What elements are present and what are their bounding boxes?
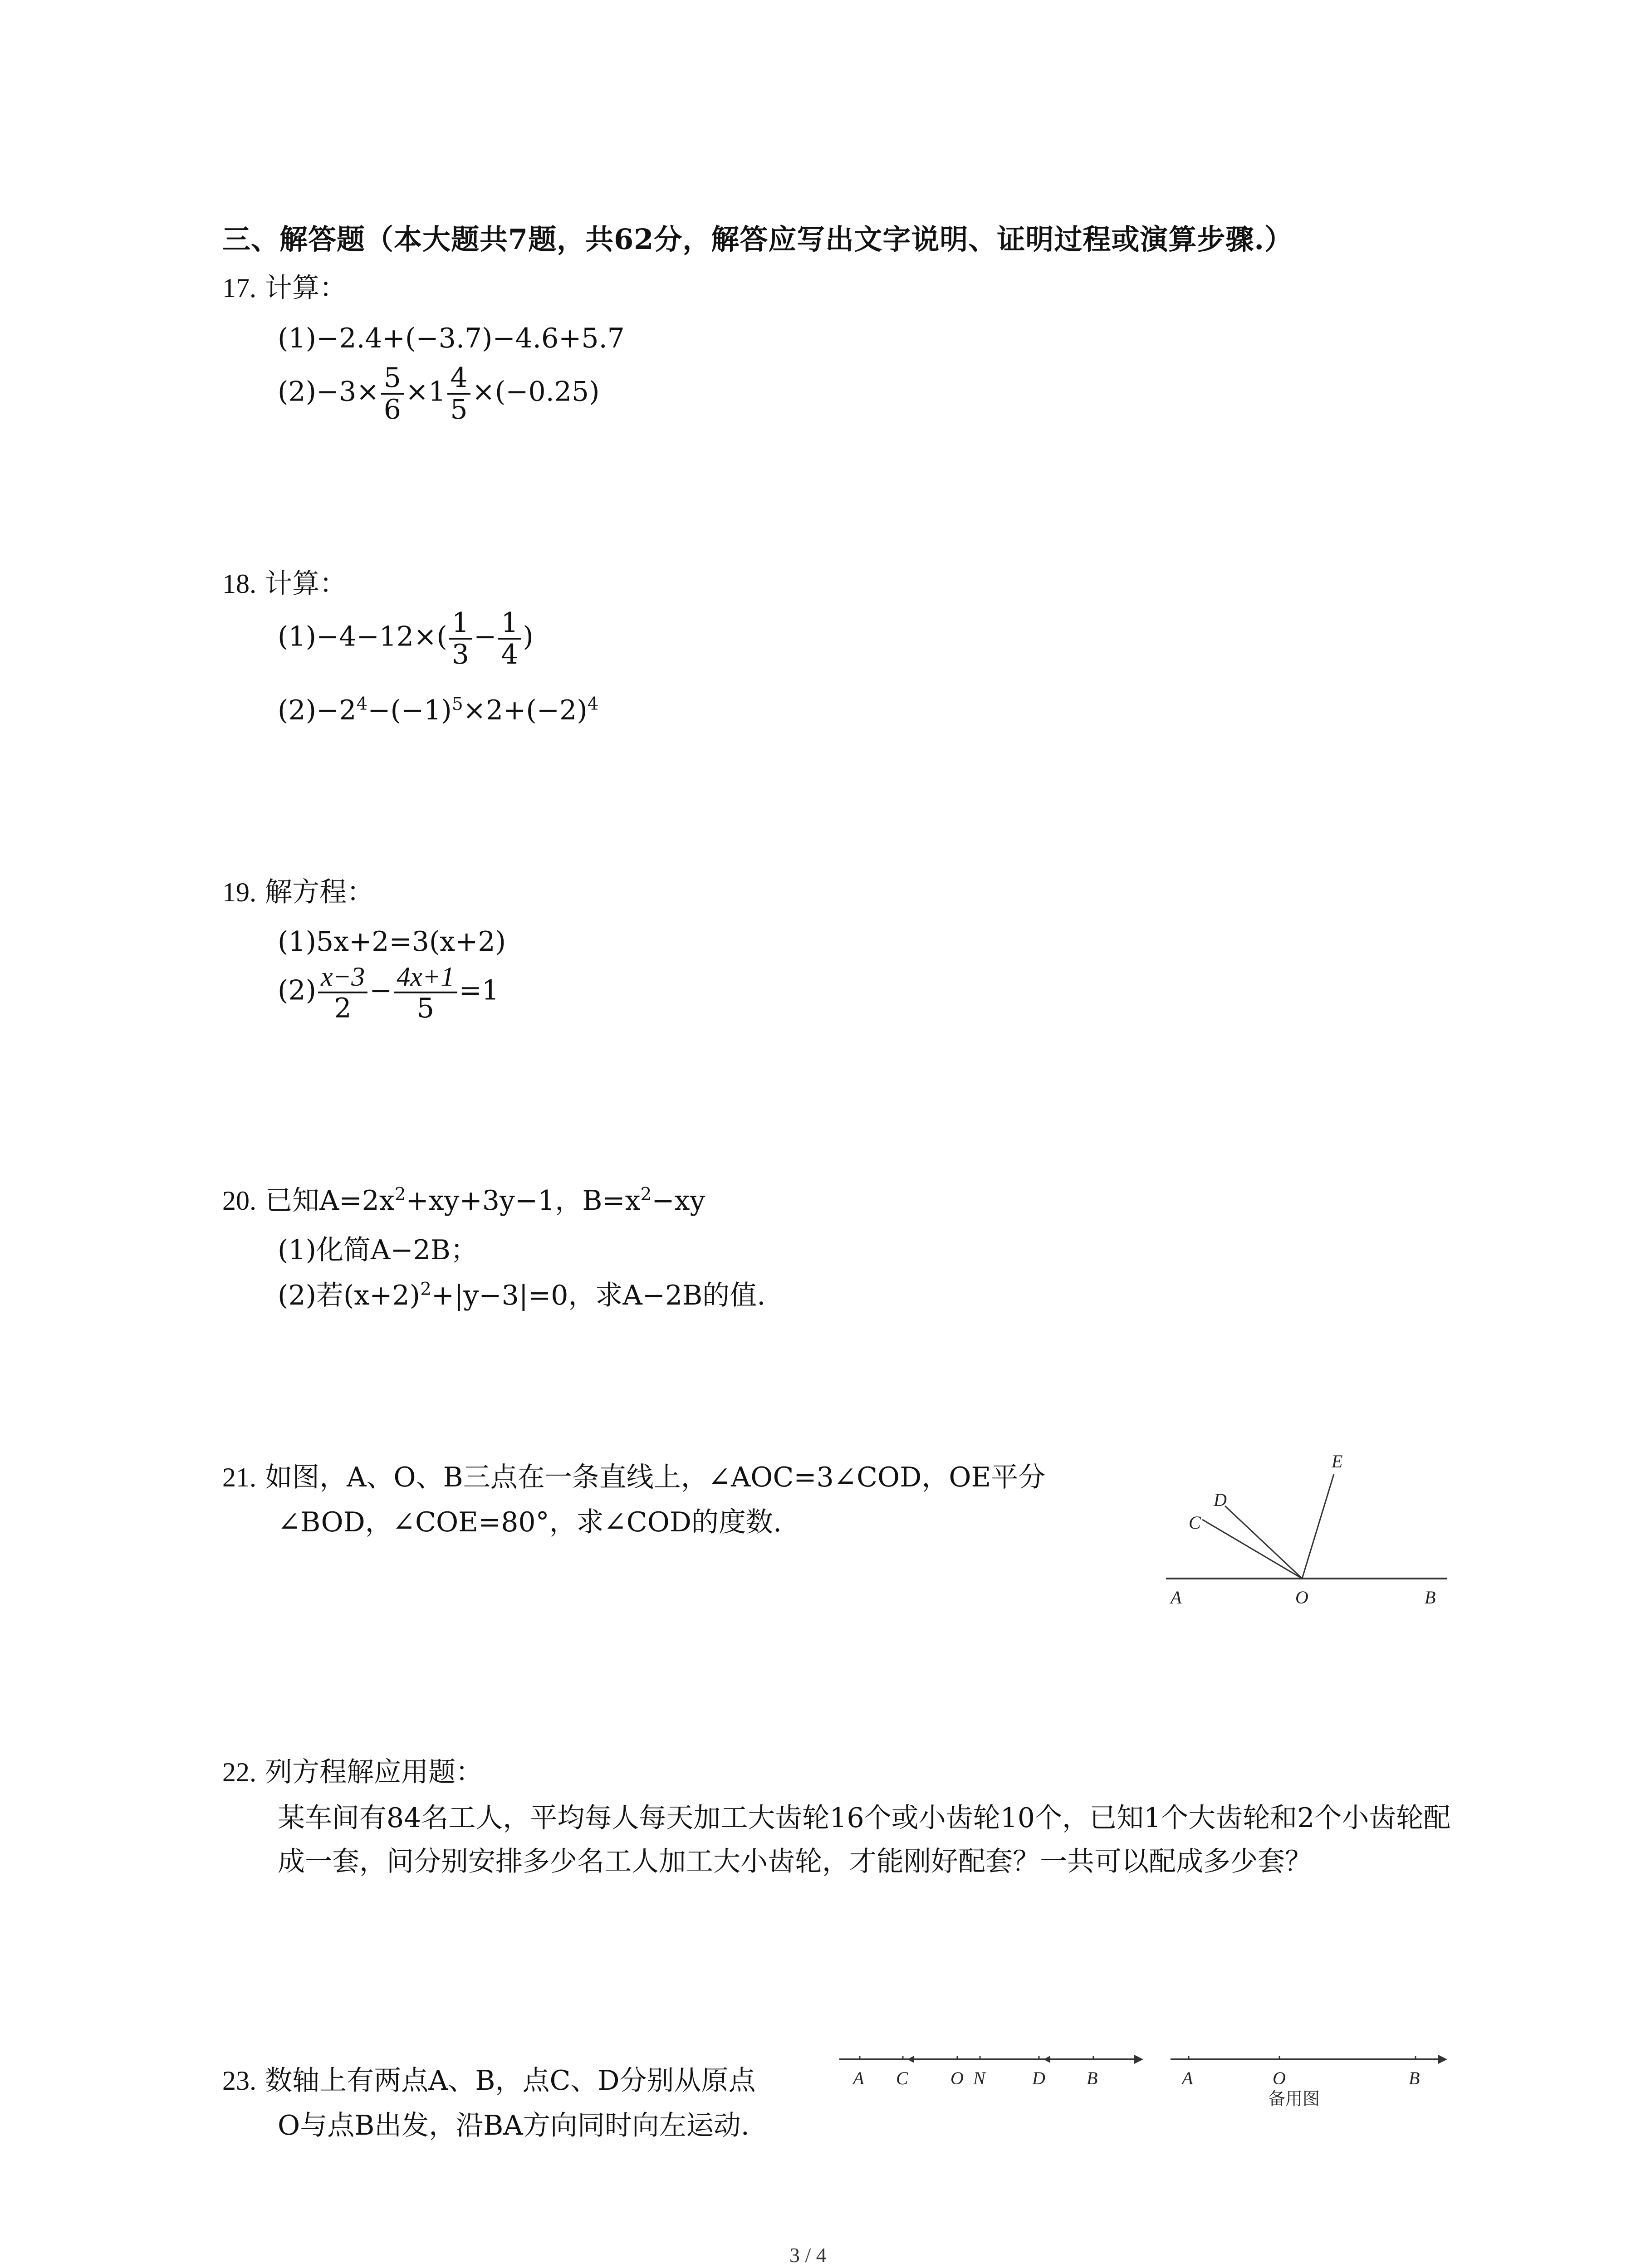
- question-prompt: 列方程解应用题：: [265, 1756, 483, 1788]
- fraction: $\frac{4x+1}{5}$: [394, 962, 457, 1023]
- label-A: A: [1171, 1587, 1182, 1608]
- label-N: N: [973, 2068, 985, 2088]
- question-17: [222, 271, 347, 305]
- fraction: $\frac{1}{3}$: [449, 608, 472, 670]
- question-number: 21.: [222, 1462, 256, 1492]
- arrow-D-left: [1043, 2056, 1050, 2063]
- ray-OC: [1202, 1520, 1302, 1579]
- section-title: 三、解答题（本大题共7题，共62分，解答应写出文字说明、证明过程或演算步骤.）: [222, 223, 1293, 256]
- q22-body: 某车间有84名工人，平均每人每天加工大齿轮16个或小齿轮10个，已知1个大齿轮和2个小齿轮配成一套，问分别安排多少名工人加工大小齿轮，才能刚好配套？一共可以配成多少套？: [278, 1802, 1451, 1877]
- question-prompt: 计算：: [265, 272, 347, 304]
- question-23: [222, 2064, 756, 2098]
- label-B: B: [1425, 1587, 1436, 1608]
- ray-OE: [1302, 1474, 1334, 1579]
- ray-OD: [1225, 1506, 1302, 1579]
- arrow-C-left: [907, 2056, 914, 2063]
- label-B: B: [1087, 2068, 1098, 2088]
- label-A: A: [1182, 2068, 1193, 2088]
- question-19: [222, 875, 374, 909]
- q18-part-1: [278, 608, 534, 670]
- fraction: $\frac{x-3}{2}$: [318, 962, 367, 1023]
- label-E: E: [1332, 1451, 1343, 1471]
- question-prompt: 计算：: [265, 568, 347, 600]
- q21-line-2: ∠BOD，∠COE=80°，求∠COD的度数.: [278, 1506, 782, 1538]
- spare-number-line-figure: [1166, 2046, 1456, 2114]
- number-line-figure: [835, 2046, 1152, 2100]
- question-number: 18.: [222, 569, 256, 599]
- fraction: $\frac{4}{5}$: [447, 363, 470, 425]
- expr-text: ): [523, 621, 534, 653]
- q23-line-2: O与点B出发，沿BA方向同时向左运动.: [278, 2110, 749, 2141]
- question-line: 如图，A、O、B三点在一条直线上，∠AOC=3∠COD，OE平分: [265, 1461, 1046, 1493]
- question-number: 23.: [222, 2066, 256, 2096]
- label-O: O: [1295, 1587, 1308, 1608]
- question-line: 数轴上有两点A、B，点C、D分别从原点: [265, 2065, 756, 2097]
- question-number: 19.: [222, 877, 256, 907]
- expr-text: (2)−3×: [278, 376, 379, 408]
- q17-part-2: [278, 363, 600, 425]
- fraction: $\frac{5}{6}$: [381, 363, 404, 425]
- question-22: [222, 1755, 483, 1789]
- q18-part-2: $(2)-2^4-(-1)^5\times 2+(-2)^4$: [278, 694, 599, 726]
- label-D: D: [1214, 1490, 1227, 1510]
- q19-part-2: (2) $\frac{x-3}{2}$ − $\frac{4x+1}{5}$ =1: [278, 962, 499, 1024]
- question-number: 20.: [222, 1186, 256, 1216]
- q17-part-1: (1)−2.4+(−3.7)−4.6+5.7: [278, 323, 625, 354]
- label-O: O: [1273, 2068, 1286, 2088]
- q20-part-1: (1)化简A−2B；: [278, 1234, 478, 1266]
- fraction: $\frac{1}{4}$: [498, 608, 521, 670]
- question-number: 17.: [222, 273, 256, 303]
- page-number: 3 / 4: [789, 2244, 827, 2267]
- label-C: C: [896, 2068, 908, 2088]
- label-A: A: [853, 2068, 864, 2088]
- label-B: B: [1409, 2068, 1420, 2088]
- expr-text: −: [473, 621, 497, 653]
- figure-caption: 备用图: [1268, 2089, 1320, 2109]
- arrow-head: [1438, 2055, 1447, 2064]
- expr-text: ×1: [405, 376, 446, 408]
- question-prompt: 解方程：: [265, 876, 374, 908]
- label-D: D: [1032, 2068, 1045, 2088]
- q19-part-1: (1)5x+2=3(x+2): [278, 926, 506, 958]
- question-21: [222, 1461, 1045, 1495]
- arrow-head: [1134, 2055, 1143, 2064]
- expr-text: (1)−4−12×(: [278, 621, 447, 653]
- q20-part-2: (2)若$(x+2)^2+|y-3|=0$，求A−2B的值.: [278, 1279, 766, 1311]
- label-O: O: [950, 2068, 964, 2088]
- angle-figure: [1152, 1438, 1461, 1610]
- expr-text: ×(−0.25): [472, 376, 600, 408]
- label-C: C: [1189, 1512, 1201, 1533]
- question-18: [222, 567, 347, 601]
- question-number: 22.: [222, 1757, 256, 1787]
- question-20: 20. 已知$A=2x^2+xy+3y-1$，$B=x^2-xy$: [222, 1184, 705, 1217]
